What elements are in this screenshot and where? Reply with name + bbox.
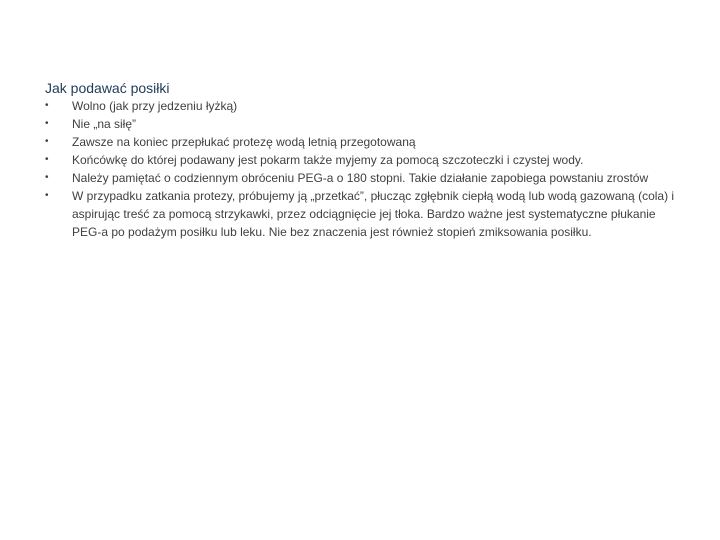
list-item — [45, 133, 675, 151]
list-item-text: Należy pamiętać o codziennym obróceniu PEG-a o 180 stopni. Takie działanie zapobiega powstaniu zrostów — [72, 171, 649, 185]
list-item — [45, 187, 675, 241]
list-item-text: Nie „na siłę” — [72, 117, 137, 131]
list-item — [45, 115, 675, 133]
list-item — [45, 169, 675, 187]
slide-title: Jak podawać posiłki — [45, 80, 170, 96]
list-item-text: Wolno (jak przy jedzeniu łyżką) — [72, 99, 238, 113]
bullet-icon: • — [45, 100, 49, 111]
list-item-text: Końcówkę do której podawany jest pokarm także myjemy za pomocą szczoteczki i czystej wody. — [72, 153, 584, 167]
list-item — [45, 151, 675, 169]
bullet-icon: • — [45, 154, 49, 165]
bullet-icon: • — [45, 136, 49, 147]
bullet-icon: • — [45, 118, 49, 129]
list-item-text: Zawsze na koniec przepłukać protezę wodą letnią przegotowaną — [72, 135, 416, 149]
bullet-icon: • — [45, 190, 49, 201]
list-item — [45, 97, 675, 115]
bullet-list — [45, 97, 675, 241]
bullet-icon: • — [45, 172, 49, 183]
list-item-text: W przypadku zatkania protezy, próbujemy ją „przetkać”, płucząc zgłębnik ciepłą wodą lub wodą gazowaną (cola) i aspirując treść za pomocą strzykawki, przez odciągnięcie jej tłoka. Bardzo ważne jest systematyczne płukanie PEG-a po podażym posiłku lub leku. Nie bez znaczenia jest również stopień zmiksowania posiłku. — [72, 189, 675, 239]
